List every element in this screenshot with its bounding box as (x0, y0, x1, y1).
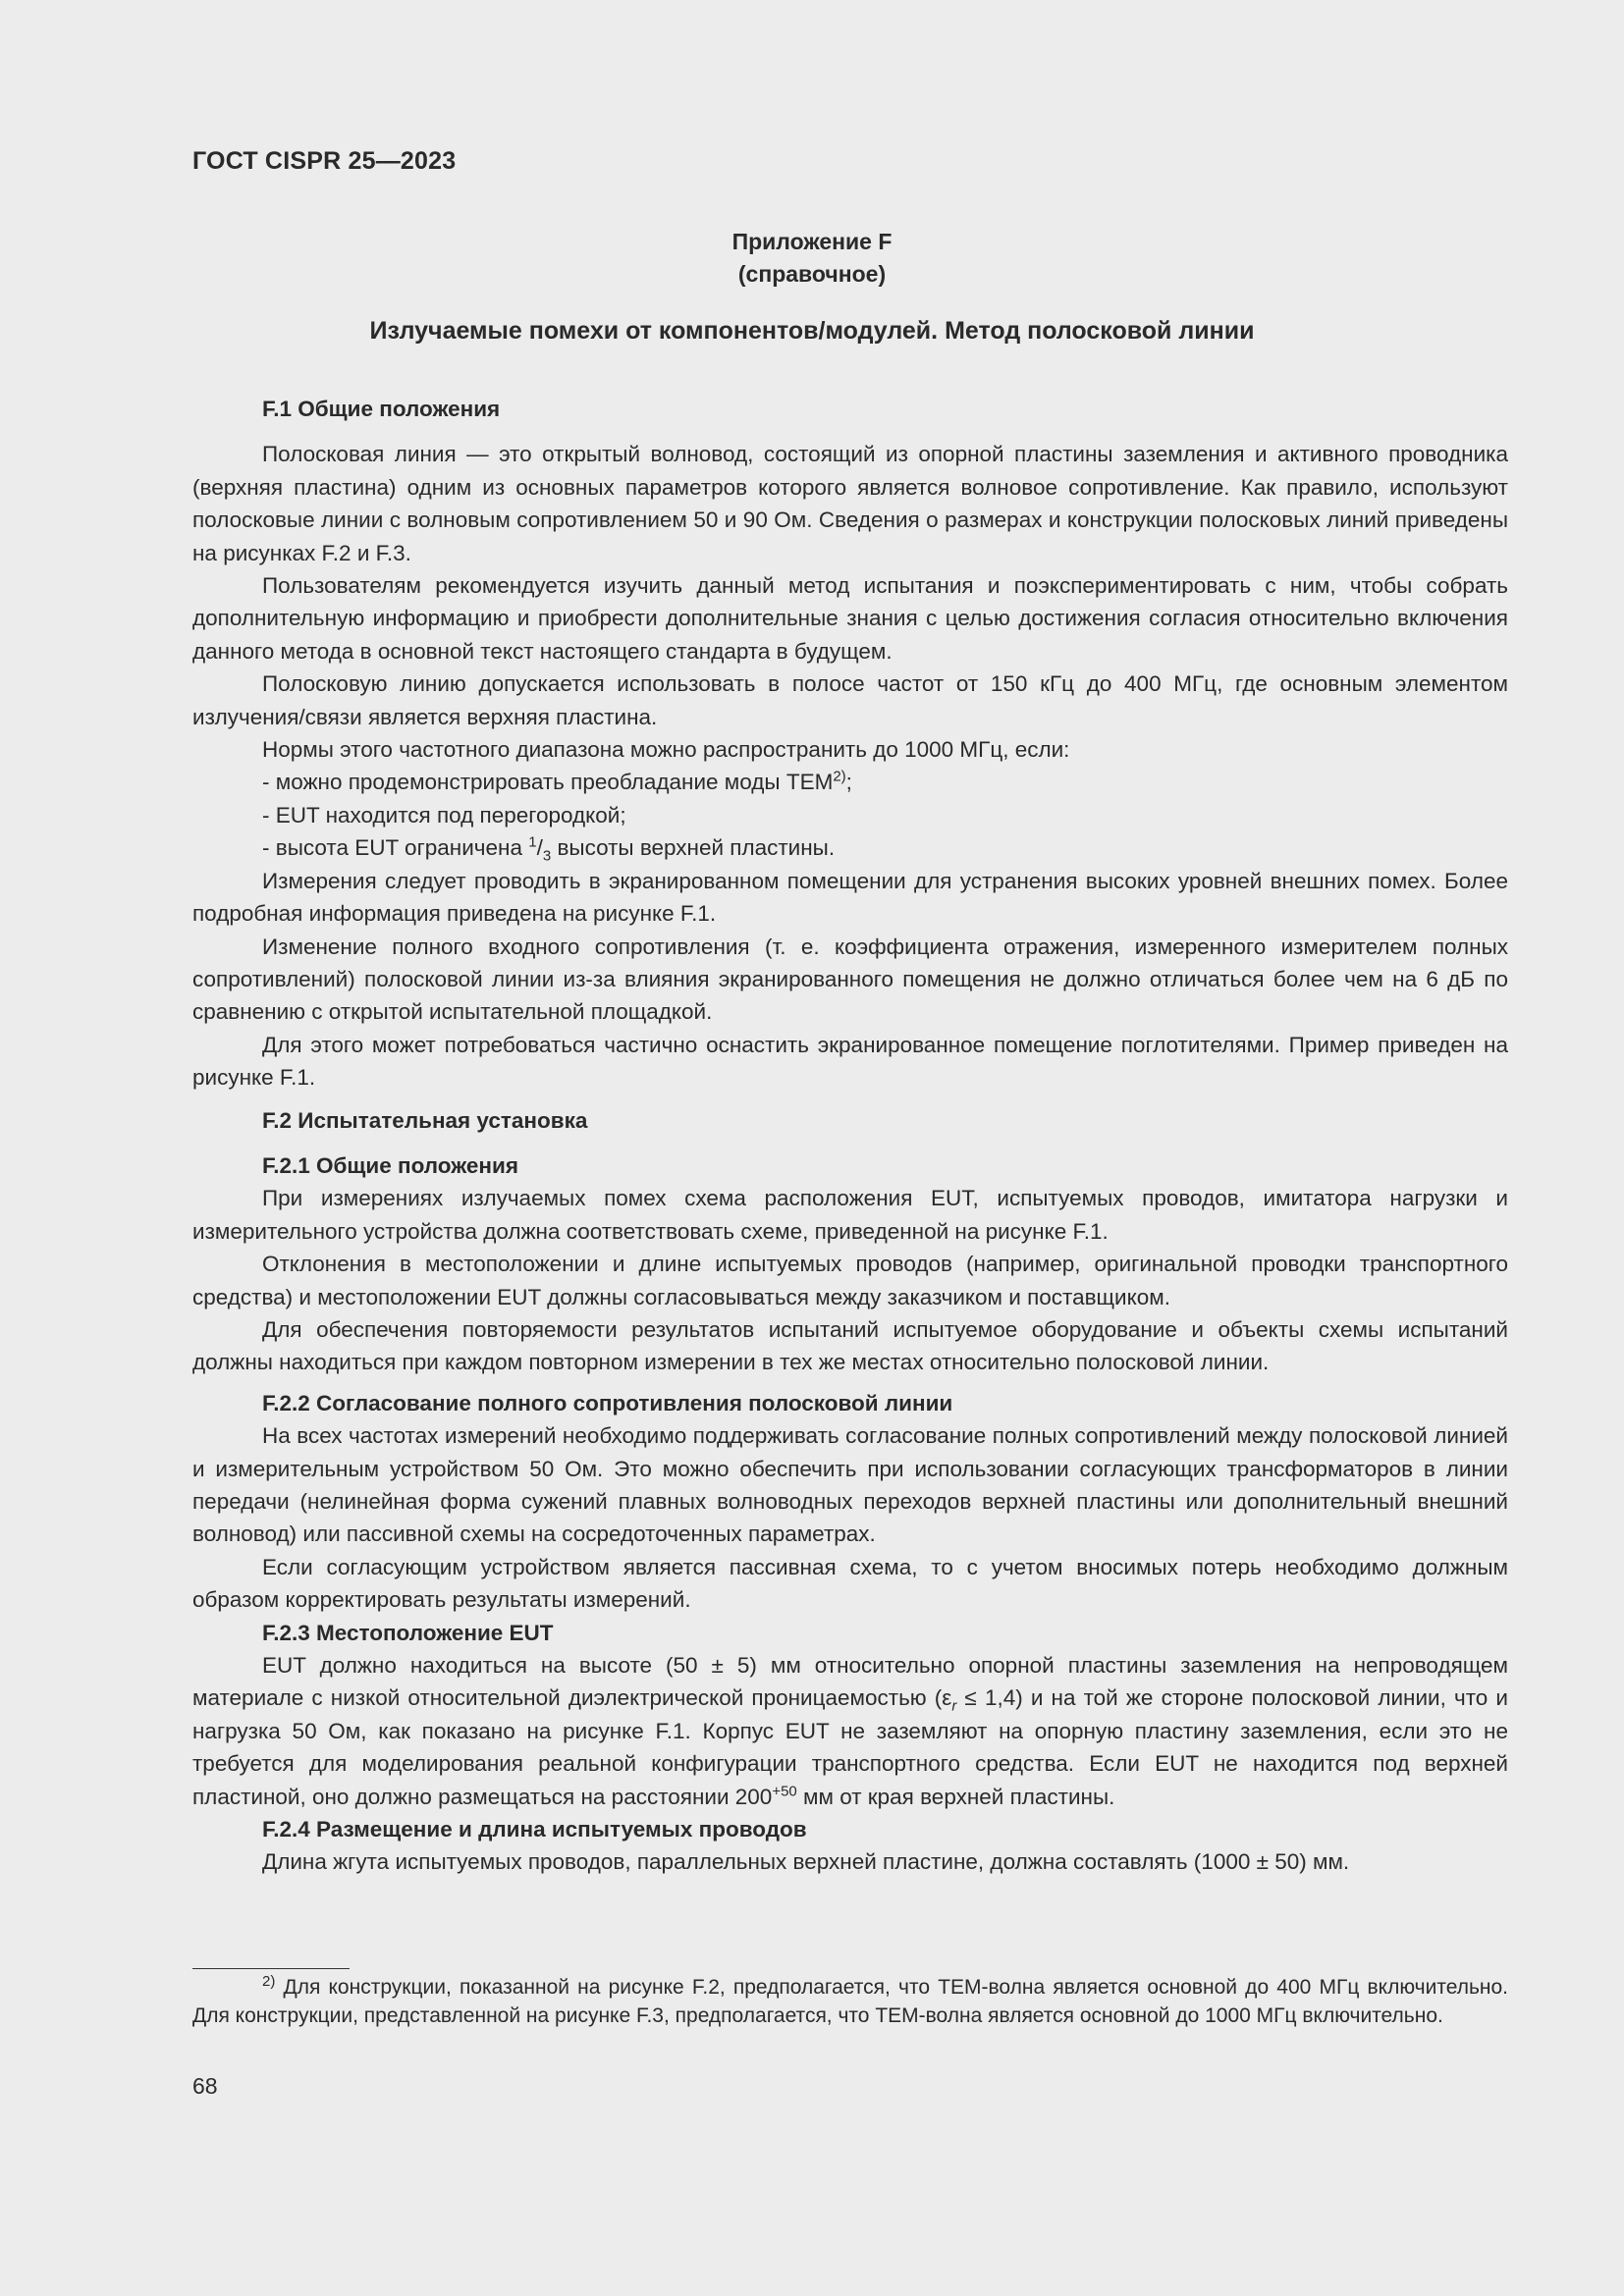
subsection-heading-f24: F.2.4 Размещение и длина испытуемых проводов (262, 1817, 807, 1842)
appendix-label: Приложение F (731, 229, 893, 254)
paragraph: На всех частотах измерений необходимо поддерживать согласование полных сопротивлений между полосковой линией и измерительным устройством 50 Ом. Это можно обеспечить при использовании согласующих трансформаторов в линии передачи (нелинейная форма сужений плавных волноводных переходов верхней пластины или дополнительный внешний волновод) или пассивной схемы на сосредоточенных параметрах. (192, 1423, 1508, 1547)
paragraph: Измерения следует проводить в экранированном помещении для устранения высоких уровней внешних помех. Более подробная информация приведена на рисунке F.1. (192, 868, 1508, 927)
subsection-heading-f23: F.2.3 Местоположение EUT (262, 1620, 554, 1645)
page-number: 68 (192, 2073, 218, 2099)
paragraph: Для этого может потребоваться частично оснастить экранированное помещение поглотителями. Пример приведен на рисунке F.1. (192, 1032, 1508, 1091)
section-heading-f1: F.1 Общие положения (262, 397, 501, 421)
paragraph: Полосковую линию допускается использовать в полосе частот от 150 кГц до 400 МГц, где основным элементом излучения/связи является верхняя пластина. (192, 671, 1508, 729)
paragraph: Пользователям рекомендуется изучить данный метод испытания и поэкспериментировать с ним, чтобы собрать дополнительную информацию и приобрести дополнительные знания с целью достижения согласия относительно включения данного метода в основной текст настоящего стандарта в будущем. (192, 573, 1508, 664)
subsection-heading-f21: F.2.1 Общие положения (262, 1152, 518, 1178)
main-content (192, 393, 1508, 1879)
list-item: - можно продемонстрировать преобладание моды ТЕМ$^{2)}$; (262, 768, 852, 795)
footnote-separator (192, 1968, 350, 1969)
footnote-ref: 2) (833, 768, 846, 785)
paragraph: Для обеспечения повторяемости результатов испытаний испытуемое оборудование и объекты схемы испытаний должны находиться при каждом повторном измерении в тех же местах относительно полосковой линии. (192, 1316, 1508, 1375)
appendix-type: (справочное) (737, 261, 887, 287)
section-heading-f2: F.2 Испытательная установка (262, 1107, 588, 1133)
list-item: - высота EUT ограничена $^1/_3$ высоты верхней пластины. (262, 833, 836, 865)
appendix-label-block (0, 226, 1624, 291)
document-code-header: ГОСТ CISPR 25—2023 (192, 147, 457, 175)
tolerance-sup: +50 (772, 1783, 797, 1800)
paragraph: Отклонения в местоположении и длине испытуемых проводов (например, оригинальной проводки транспортного средства) и местоположении EUT должны согласовываться между заказчиком и поставщиком. (192, 1252, 1508, 1309)
footnote: $^{2)}$ Для конструкции, показанной на рисунке F.2, предполагается, что ТЕМ-волна является основной до 400 МГц включительно. Для конструкции, представленной на рисунке F.3, предполагается, что ТЕМ-волна является основной до 1000 МГц включительно. (192, 1973, 1508, 2027)
paragraph: Нормы этого частотного диапазона можно распространить до 1000 МГц, если: (262, 737, 1070, 763)
paragraph: Длина жгута испытуемых проводов, параллельных верхней пластине, должна составлять (1000 ± 50) мм. (262, 1849, 1350, 1875)
subsection-heading-f22: F.2.2 Согласование полного сопротивления полосковой линии (262, 1390, 953, 1415)
appendix-title: Излучаемые помехи от компонентов/модулей. Метод полосковой линии (369, 317, 1255, 345)
paragraph: Изменение полного входного сопротивления (т. е. коэффициента отражения, измеренного измерителем полных сопротивлений) полосковой линии из-за влияния экранированного помещения не должно отличаться более чем на 6 дБ по сравнению с открытой испытательной площадкой. (192, 934, 1508, 1025)
footnote-marker: 2) (262, 1973, 276, 1990)
list-item: - EUT находится под перегородкой; (262, 802, 626, 828)
paragraph: EUT должно находиться на высоте (50 ± 5) мм относительно опорной пластины заземления на непроводящем материале с низкой относительной диэлектрической проницаемостью $(\varepsilon_r \le 1,4)$ и на той же стороне полосковой линии, что и нагрузка 50 Ом, как показано на рисунке F.1. Корпус EUT не заземляют на опорную пластину заземления, если это не требуется для моделирования реальной конфигурации транспортного средства. Если EUT не находится под верхней пластиной, оно должно размещаться на расстоянии $200^{+50}$ мм от края верхней пластины. (192, 1653, 1508, 1809)
paragraph: Полосковая линия — это открытый волновод, состоящий из опорной пластины заземления и активного проводника (верхняя пластина) одним из основных параметров которого является волновое сопротивление. Как правило, используют полосковые линии с волновым сопротивлением 50 и 90 Ом. Сведения о размерах и конструкции полосковых линий приведены на рисунках F.2 и F.3. (192, 442, 1508, 565)
fraction: $^1/_3$ (528, 833, 552, 865)
paragraph: При измерениях излучаемых помех схема расположения EUT, испытуемых проводов, имитатора нагрузки и измерительного устройства должна соответствовать схеме, приведенной на рисунке F.1. (192, 1186, 1508, 1244)
paragraph: Если согласующим устройством является пассивная схема, то с учетом вносимых потерь необходимо должным образом корректировать результаты измерений. (192, 1554, 1508, 1613)
